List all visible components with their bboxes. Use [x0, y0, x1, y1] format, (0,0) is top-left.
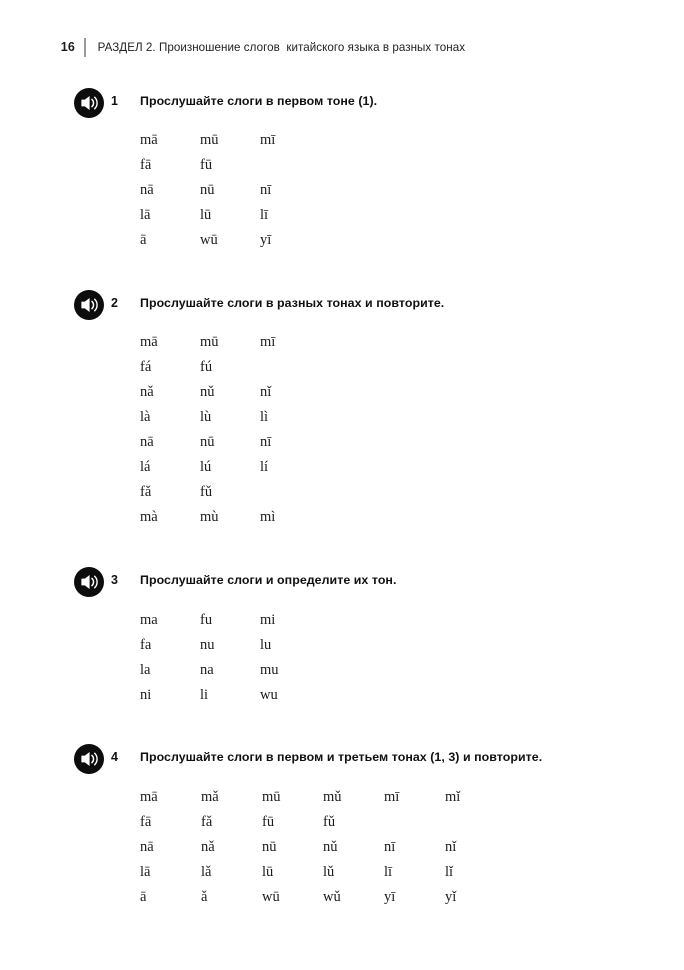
syllable-cell: nǐ [260, 384, 272, 400]
page-header [0, 34, 684, 60]
syllable-cell: nā [140, 839, 154, 855]
page-number: 16 [60, 40, 75, 54]
syllable-cell: nā [140, 434, 154, 450]
syllable-cell: mà [140, 509, 158, 525]
syllable-cell: ǎ [201, 889, 208, 905]
syllable-cell: mù [200, 509, 219, 525]
syllable-cell: ā [140, 889, 147, 905]
syllable-cell: la [140, 662, 151, 678]
syllable-cell: mī [384, 789, 400, 805]
syllable-cell: lī [260, 207, 269, 223]
syllable-row [140, 863, 506, 888]
syllable-cell: fǔ [200, 484, 213, 500]
syllable-row [140, 383, 320, 408]
syllable-cell: fā [140, 814, 152, 830]
exercise-instruction: Прослушайте слоги в разных тонах и повторите. [140, 296, 445, 310]
syllable-row [140, 813, 506, 838]
header-divider [84, 38, 86, 57]
syllable-cell: nā [140, 182, 154, 198]
syllable-cell: lá [140, 459, 151, 475]
syllable-cell: mū [262, 789, 281, 805]
syllable-cell: nǔ [200, 384, 215, 400]
exercise-number: 3 [111, 573, 118, 587]
syllable-row [140, 788, 506, 813]
syllable-cell: mā [140, 132, 158, 148]
syllable-cell: nū [200, 434, 215, 450]
syllable-row [140, 333, 320, 358]
syllable-cell: lī [384, 864, 393, 880]
syllable-cell: wū [262, 889, 280, 905]
syllable-cell: mǔ [323, 789, 342, 805]
exercise-number: 4 [111, 750, 118, 764]
syllable-row [140, 686, 320, 711]
syllable-cell: mū [200, 132, 219, 148]
exercise-heading [0, 88, 684, 118]
syllable-row [140, 181, 320, 206]
syllable-cell: mā [140, 789, 158, 805]
exercise-number: 1 [111, 94, 118, 108]
syllable-cell: fa [140, 637, 152, 653]
syllable-cell: lǐ [445, 864, 454, 880]
syllable-cell: mī [260, 334, 276, 350]
syllable-cell: mā [140, 334, 158, 350]
syllable-cell: mǎ [201, 789, 219, 805]
syllable-cell: mì [260, 509, 276, 525]
syllable-cell: ā [140, 232, 147, 248]
syllable-cell: na [200, 662, 214, 678]
syllable-cell: nī [260, 182, 272, 198]
syllable-cell: ma [140, 612, 158, 628]
syllable-cell: mū [200, 334, 219, 350]
syllable-cell: wu [260, 687, 278, 703]
syllable-cell: mu [260, 662, 279, 678]
syllable-row [140, 231, 320, 256]
syllable-cell: lū [262, 864, 274, 880]
syllable-cell: fǎ [201, 814, 213, 830]
syllable-row [140, 611, 320, 636]
syllable-cell: ni [140, 687, 152, 703]
syllable-cell: mǐ [445, 789, 461, 805]
syllable-cell: lǔ [323, 864, 335, 880]
syllable-row [140, 433, 320, 458]
syllable-cell: nǐ [445, 839, 457, 855]
syllable-cell: nī [384, 839, 396, 855]
exercise-heading [0, 290, 684, 320]
syllable-cell: lú [200, 459, 212, 475]
exercise-3 [0, 567, 684, 703]
exercise-4 [0, 744, 684, 905]
syllable-cell: nǎ [140, 384, 154, 400]
syllable-row [140, 636, 320, 661]
section-title: РАЗДЕЛ 2. Произношение слогов китайского языка в разных тонах [97, 40, 466, 54]
syllable-table [140, 333, 320, 533]
syllable-cell: lǎ [201, 864, 212, 880]
syllable-row [140, 838, 506, 863]
syllable-cell: yī [384, 889, 396, 905]
exercise-instruction: Прослушайте слоги и определите их тон. [140, 573, 397, 587]
syllable-cell: nū [262, 839, 277, 855]
syllable-cell: fǔ [323, 814, 336, 830]
syllable-cell: yǐ [445, 889, 457, 905]
syllable-table [140, 611, 320, 711]
syllable-row [140, 661, 320, 686]
syllable-cell: fā [140, 157, 152, 173]
speaker-icon[interactable] [74, 567, 104, 597]
syllable-row [140, 508, 320, 533]
exercise-2 [0, 290, 684, 525]
syllable-row [140, 888, 506, 913]
syllable-cell: yī [260, 232, 272, 248]
syllable-cell: là [140, 409, 151, 425]
syllable-cell: lā [140, 864, 151, 880]
syllable-cell: lù [200, 409, 212, 425]
syllable-cell: fá [140, 359, 152, 375]
syllable-table [140, 788, 506, 913]
syllable-cell: nu [200, 637, 215, 653]
syllable-cell: lí [260, 459, 269, 475]
syllable-cell: nī [260, 434, 272, 450]
syllable-cell: mi [260, 612, 276, 628]
syllable-row [140, 408, 320, 433]
syllable-row [140, 458, 320, 483]
syllable-cell: lū [200, 207, 212, 223]
syllable-cell: fū [262, 814, 275, 830]
syllable-cell: nǔ [323, 839, 338, 855]
syllable-row [140, 483, 320, 508]
syllable-cell: wǔ [323, 889, 341, 905]
syllable-cell: li [200, 687, 209, 703]
syllable-cell: lā [140, 207, 151, 223]
exercise-instruction: Прослушайте слоги в первом тоне (1). [140, 94, 378, 108]
syllable-cell: nǎ [201, 839, 215, 855]
syllable-cell: fǎ [140, 484, 152, 500]
syllable-row [140, 156, 320, 181]
exercise-instruction: Прослушайте слоги в первом и третьем тонах (1, 3) и повторите. [140, 750, 543, 764]
exercise-heading [0, 567, 684, 597]
exercise-number: 2 [111, 296, 118, 310]
syllable-cell: nū [200, 182, 215, 198]
speaker-icon[interactable] [74, 744, 104, 774]
syllable-row [140, 358, 320, 383]
exercise-heading [0, 744, 684, 774]
syllable-row [140, 206, 320, 231]
speaker-icon[interactable] [74, 88, 104, 118]
syllable-cell: fú [200, 359, 213, 375]
syllable-cell: lì [260, 409, 269, 425]
syllable-cell: lu [260, 637, 272, 653]
syllable-cell: fu [200, 612, 213, 628]
syllable-row [140, 131, 320, 156]
exercise-1 [0, 88, 684, 248]
syllable-cell: fū [200, 157, 213, 173]
speaker-icon[interactable] [74, 290, 104, 320]
syllable-cell: mī [260, 132, 276, 148]
syllable-cell: wū [200, 232, 218, 248]
syllable-table [140, 131, 320, 256]
